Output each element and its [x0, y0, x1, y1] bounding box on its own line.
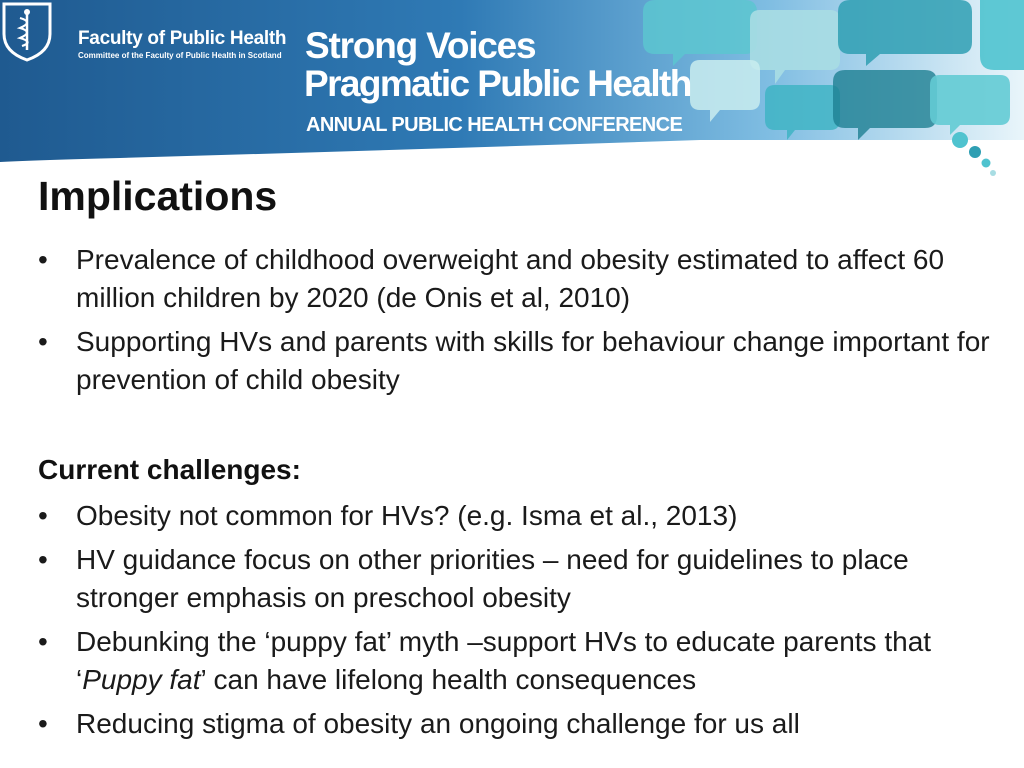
list-item-text: Reducing stigma of obesity an ongoing challenge for us all	[76, 708, 800, 739]
list-item	[38, 497, 1018, 535]
challenges-heading: Current challenges:	[38, 454, 301, 485]
slide-title: Implications	[38, 173, 278, 219]
bullet: •	[38, 708, 48, 739]
list-item	[38, 623, 1018, 699]
org-name: Faculty of Public Health	[78, 28, 287, 49]
conference-title-line1: Strong Voices	[305, 25, 536, 66]
implications-list	[38, 241, 1018, 405]
bullet: •	[38, 626, 48, 657]
list-item-text-end: ’ can have lifelong health consequences	[200, 664, 697, 695]
conference-banner	[0, 0, 1024, 185]
bullet: •	[38, 326, 48, 357]
list-item	[38, 323, 1018, 399]
list-item-text: Supporting HVs and parents with skills for behaviour change important for prevention of child obesity	[76, 326, 990, 395]
speech-bubbles-icon	[643, 0, 1024, 176]
list-item-text-start: Debunking the ‘puppy fat’ myth –support HVs to educate parents that ‘	[76, 626, 932, 695]
list-item-text: HV guidance focus on other priorities – need for guidelines to place stronger emphasis on preschool obesity	[76, 544, 909, 613]
list-item-text: Obesity not common for HVs? (e.g. Isma et al., 2013)	[76, 500, 738, 531]
fph-crest-icon	[0, 0, 54, 64]
list-item-emphasis: Puppy fat	[82, 664, 201, 695]
org-subtitle: Committee of the Faculty of Public Health in Scotland	[78, 51, 282, 60]
conference-title-line2: Pragmatic Public Health	[304, 63, 691, 104]
bullet: •	[38, 500, 48, 531]
list-item	[38, 541, 1018, 617]
bullet: •	[38, 544, 48, 575]
conference-subtitle: ANNUAL PUBLIC HEALTH CONFERENCE	[306, 114, 683, 136]
list-item	[38, 241, 1018, 317]
challenges-list	[38, 497, 1018, 749]
list-item-text: Prevalence of childhood overweight and obesity estimated to affect 60 million children by 2020 (de Onis et al, 2010)	[76, 244, 945, 313]
list-item	[38, 705, 1018, 743]
bullet: •	[38, 244, 48, 275]
